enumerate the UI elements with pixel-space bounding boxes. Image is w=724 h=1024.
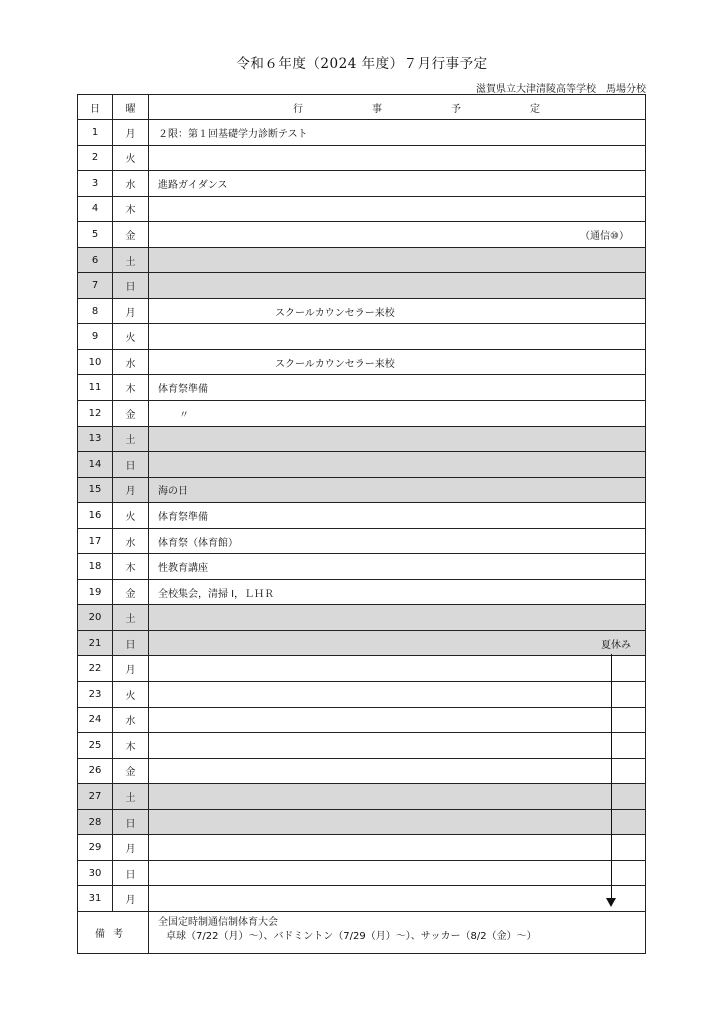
page-title: 令和６年度（2024 年度）７月行事予定 — [236, 56, 488, 72]
table-row — [78, 146, 645, 172]
weekday-cell: 土 — [113, 427, 149, 452]
table-row — [78, 529, 645, 555]
event-cell — [149, 452, 645, 477]
table-row — [78, 478, 645, 504]
event-cell — [149, 350, 645, 375]
weekday-cell: 金 — [113, 759, 149, 784]
event-cell — [149, 784, 645, 809]
table-row — [78, 273, 645, 299]
day-cell: 30 — [78, 861, 113, 886]
event-cell — [149, 222, 645, 247]
day-cell: 26 — [78, 759, 113, 784]
table-row — [78, 835, 645, 861]
table-row — [78, 733, 645, 759]
day-cell: 4 — [78, 197, 113, 222]
event-cell — [149, 631, 645, 656]
table-row — [78, 631, 645, 657]
day-cell: 25 — [78, 733, 113, 758]
day-cell: 6 — [78, 248, 113, 273]
event-cell — [149, 810, 645, 835]
header-weekday: 曜 — [113, 95, 149, 119]
day-cell: 27 — [78, 784, 113, 809]
table-row — [78, 503, 645, 529]
table-row — [78, 554, 645, 580]
day-cell: 15 — [78, 478, 113, 503]
weekday-cell: 木 — [113, 375, 149, 400]
table-row — [78, 427, 645, 453]
event-cell — [149, 324, 645, 349]
event-cell — [149, 708, 645, 733]
header-events-char: 定 — [530, 103, 541, 115]
event-cell — [149, 146, 645, 171]
day-cell: 14 — [78, 452, 113, 477]
event-cell: 体育祭準備 — [158, 384, 208, 396]
weekday-cell: 火 — [113, 682, 149, 707]
weekday-cell: 火 — [113, 146, 149, 171]
day-cell: 28 — [78, 810, 113, 835]
table-row — [78, 222, 645, 248]
day-cell: 1 — [78, 120, 113, 145]
summer-break-arrow-line — [611, 654, 612, 898]
day-cell: 10 — [78, 350, 113, 375]
event-cell — [149, 605, 645, 630]
weekday-cell: 水 — [113, 708, 149, 733]
table-row — [78, 656, 645, 682]
event-text: スクールカウンセラー来校 — [275, 358, 395, 370]
weekday-cell: 土 — [113, 605, 149, 630]
header-events — [149, 95, 645, 119]
day-cell: 16 — [78, 503, 113, 528]
weekday-cell: 日 — [113, 273, 149, 298]
day-cell: 24 — [78, 708, 113, 733]
table-row — [78, 197, 645, 223]
table-row — [78, 759, 645, 785]
event-cell — [149, 273, 645, 298]
weekday-cell: 日 — [113, 631, 149, 656]
weekday-cell: 木 — [113, 197, 149, 222]
event-cell: ２限：第１回基礎学力診断テスト — [158, 128, 308, 140]
event-cell — [149, 299, 645, 324]
remarks-text — [149, 912, 645, 953]
event-cell — [149, 197, 645, 222]
event-cell: 〃 — [179, 409, 189, 421]
school-name: 滋賀県立大津清陵高等学校 馬場分校 — [476, 84, 646, 95]
table-row — [78, 708, 645, 734]
table-row — [78, 682, 645, 708]
day-cell: 21 — [78, 631, 113, 656]
day-cell: 3 — [78, 171, 113, 196]
weekday-cell: 月 — [113, 886, 149, 911]
newsletter-note: （通信⑩） — [580, 230, 629, 242]
event-cell — [149, 427, 645, 452]
weekday-cell: 水 — [113, 529, 149, 554]
event-cell — [149, 759, 645, 784]
remarks-label: 備考 — [78, 912, 149, 953]
day-cell: 17 — [78, 529, 113, 554]
remarks-line-2: 卓球（7/22（月）～）、バドミントン（7/29（月）～）、サッカー（8/2（金）～） — [166, 930, 537, 942]
table-row — [78, 605, 645, 631]
event-cell: 体育祭（体育館） — [158, 537, 238, 549]
event-cell — [149, 835, 645, 860]
day-cell: 31 — [78, 886, 113, 911]
table-row — [78, 861, 645, 887]
table-row — [78, 299, 645, 325]
event-cell: 全校集会，清掃 Ⅰ，ＬＨＲ — [158, 588, 275, 600]
weekday-cell: 金 — [113, 222, 149, 247]
event-cell — [149, 656, 645, 681]
header-events-char: 事 — [372, 103, 383, 115]
weekday-cell: 水 — [113, 350, 149, 375]
event-cell: 体育祭準備 — [158, 511, 208, 523]
weekday-cell: 月 — [113, 478, 149, 503]
day-cell: 29 — [78, 835, 113, 860]
header-events-char: 予 — [451, 103, 462, 115]
day-cell: 5 — [78, 222, 113, 247]
table-row — [78, 886, 645, 912]
schedule-table — [77, 94, 646, 954]
event-cell: 性教育講座 — [158, 563, 208, 575]
day-cell: 12 — [78, 401, 113, 426]
weekday-cell: 火 — [113, 503, 149, 528]
day-cell: 11 — [78, 375, 113, 400]
table-header — [78, 95, 645, 120]
event-cell: 海の日 — [158, 486, 188, 498]
table-row — [78, 350, 645, 376]
remarks-row — [78, 912, 645, 953]
day-cell: 2 — [78, 146, 113, 171]
day-cell: 18 — [78, 554, 113, 579]
header-day: 日 — [78, 95, 113, 119]
day-cell: 19 — [78, 580, 113, 605]
weekday-cell: 金 — [113, 401, 149, 426]
day-cell: 7 — [78, 273, 113, 298]
header-events-char: 行 — [293, 103, 304, 115]
event-text: スクールカウンセラー来校 — [275, 307, 395, 319]
weekday-cell: 日 — [113, 861, 149, 886]
table-row — [78, 375, 645, 401]
event-cell — [149, 733, 645, 758]
summer-break-label: 夏休み — [601, 639, 631, 651]
weekday-cell: 金 — [113, 580, 149, 605]
event-cell — [149, 886, 645, 911]
table-row — [78, 171, 645, 197]
weekday-cell: 日 — [113, 452, 149, 477]
table-row — [78, 580, 645, 606]
weekday-cell: 木 — [113, 733, 149, 758]
table-row — [78, 452, 645, 478]
arrow-down-icon — [606, 898, 616, 907]
day-cell: 13 — [78, 427, 113, 452]
event-cell — [149, 861, 645, 886]
day-cell: 23 — [78, 682, 113, 707]
table-row — [78, 784, 645, 810]
table-row — [78, 120, 645, 146]
table-row — [78, 810, 645, 836]
weekday-cell: 月 — [113, 656, 149, 681]
weekday-cell: 土 — [113, 784, 149, 809]
table-row — [78, 401, 645, 427]
table-row — [78, 324, 645, 350]
day-cell: 9 — [78, 324, 113, 349]
event-cell: 進路ガイダンス — [158, 179, 228, 191]
weekday-cell: 月 — [113, 120, 149, 145]
day-cell: 22 — [78, 656, 113, 681]
event-cell — [149, 682, 645, 707]
day-cell: 8 — [78, 299, 113, 324]
weekday-cell: 土 — [113, 248, 149, 273]
weekday-cell: 月 — [113, 299, 149, 324]
weekday-cell: 水 — [113, 171, 149, 196]
weekday-cell: 日 — [113, 810, 149, 835]
weekday-cell: 木 — [113, 554, 149, 579]
weekday-cell: 火 — [113, 324, 149, 349]
table-row — [78, 248, 645, 274]
event-cell — [149, 248, 645, 273]
remarks-line-1: 全国定時制通信制体育大会 — [158, 916, 278, 928]
day-cell: 20 — [78, 605, 113, 630]
weekday-cell: 月 — [113, 835, 149, 860]
